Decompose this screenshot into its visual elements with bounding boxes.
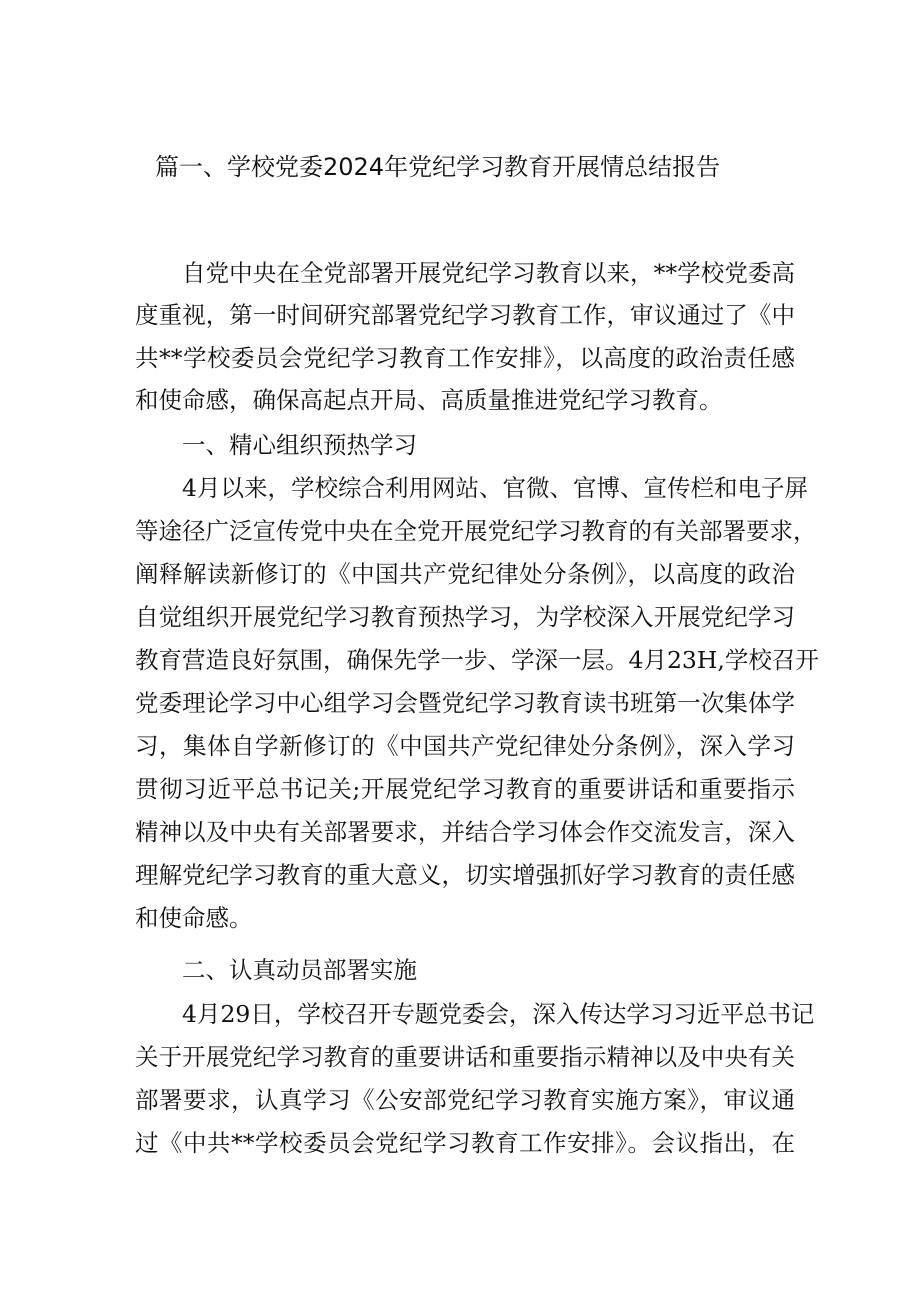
section1-line: 贯彻习近平总书记关;开展党纪学习教育的重要讲话和重要指示 — [135, 775, 795, 803]
section1-line: 理解党纪学习教育的重大意义，切实增强抓好学习教育的责任感 — [135, 861, 795, 889]
section2-line: 部署要求，认真学习《公安部党纪学习教育实施方案》，审议通 — [135, 1086, 795, 1114]
intro-line: 自党中央在全党部署开展党纪学习教育以来，**学校党委高 — [182, 259, 795, 287]
intro-line: 度重视，第一时间研究部署党纪学习教育工作，审议通过了《中 — [135, 301, 795, 329]
section1-line: 4月以来，学校综合利用网站、官微、官博、宣传栏和电子屏 — [182, 474, 808, 502]
intro-line: 和使命感，确保高起点开局、高质量推进党纪学习教育。 — [135, 386, 723, 414]
section1-line: 和使命感。 — [135, 904, 253, 932]
section2-line: 4月29日，学校召开专题党委会，深入传达学习习近平总书记 — [182, 1000, 815, 1028]
section1-line: 自觉组织开展党纪学习教育预热学习，为学校深入开展党纪学习 — [135, 603, 795, 631]
section1-line: 习，集体自学新修订的《中国共产党纪律处分条例》，深入学习 — [135, 732, 795, 760]
section1-line: 阐释解读新修订的《中国共产党纪律处分条例》，以高度的政治 — [135, 560, 795, 588]
section1-line: 党委理论学习中心组学习会暨党纪学习教育读书班第一次集体学 — [135, 689, 795, 717]
section2-line: 关于开展党纪学习教育的重要讲话和重要指示精神以及中央有关 — [135, 1043, 795, 1071]
section1-line: 精神以及中央有关部署要求，并结合学习体会作交流发言，深入 — [135, 818, 795, 846]
section2-line: 过《中共**学校委员会党纪学习教育工作安排》。会议指出，在 — [135, 1129, 795, 1157]
document-title: 篇一、学校党委2024年党纪学习教育开展情总结报告 — [155, 153, 721, 181]
section1-line: 教育营造良好氛围，确保先学一步、学深一层。4月23H,学校召开 — [135, 646, 819, 674]
intro-line: 共**学校委员会党纪学习教育工作安排》，以高度的政治责任感 — [135, 344, 795, 372]
section-heading-1: 一、精心组织预热学习 — [182, 431, 417, 459]
section-heading-2: 二、认真动员部署实施 — [182, 956, 417, 984]
section1-line: 等途径广泛宣传党中央在全党开展党纪学习教育的有关部署要求， — [135, 517, 817, 545]
